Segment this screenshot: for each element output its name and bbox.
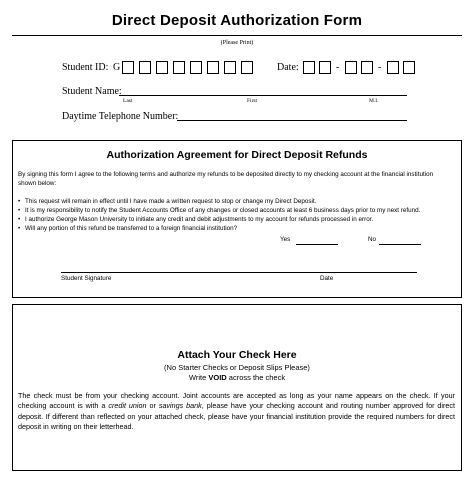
header-divider	[12, 35, 462, 36]
foreign-no-field[interactable]	[379, 244, 421, 245]
student-id-digit-box[interactable]	[224, 61, 236, 74]
middle-initial-caption: M.I.	[369, 98, 379, 104]
date-month-box[interactable]	[319, 61, 331, 74]
date-day-box[interactable]	[361, 61, 373, 74]
signature-line[interactable]	[61, 272, 417, 273]
date-year-box[interactable]	[387, 61, 399, 74]
date-separator: -	[378, 62, 382, 73]
date-month-box[interactable]	[303, 61, 315, 74]
first-name-caption: First	[247, 98, 258, 104]
foreign-no-label: No	[368, 236, 377, 243]
please-print-note: (Please Print)	[220, 40, 254, 46]
signature-caption: Student Signature	[61, 275, 112, 282]
student-id-digit-box[interactable]	[207, 61, 219, 74]
agreement-terms-list	[18, 197, 453, 233]
foreign-yes-label: Yes	[280, 236, 291, 243]
last-name-caption: Last	[123, 98, 133, 104]
authorization-agreement-section	[12, 140, 462, 298]
agreement-term: • Will any portion of this refund be transferred to a foreign financial institution?	[18, 224, 453, 233]
phone-field[interactable]	[177, 120, 407, 121]
void-emphasis: VOID	[208, 373, 227, 382]
date-day-box[interactable]	[345, 61, 357, 74]
foreign-yes-field[interactable]	[296, 244, 338, 245]
student-name-field[interactable]	[119, 95, 407, 96]
no-starter-checks-note: (No Starter Checks or Deposit Slips Please)	[164, 363, 310, 372]
write-void-note: Write VOID across the check	[188, 373, 286, 382]
student-id-label: Student ID:	[62, 62, 109, 73]
student-id-digit-box[interactable]	[241, 61, 253, 74]
check-instructions: The check must be from your checking account. Joint accounts are accepted as long as your name appears on the check. If your checking account is with a credit union or savings bank, please have your checking account and routing number approved for direct deposit. If different than reflected on your attached check, please have your financial institution provide the required numbers for direct deposit in writing on their letterhead.	[18, 391, 456, 432]
agreement-term: • I authorize George Mason University to initiate any credit and debit adjustments to my account for refunds processed in error.	[18, 215, 453, 224]
date-label: Date:	[277, 62, 299, 73]
signature-date-caption: Date	[320, 275, 334, 282]
student-id-digit-box[interactable]	[122, 61, 134, 74]
student-id-digit-box[interactable]	[173, 61, 185, 74]
form-title: Direct Deposit Authorization Form	[111, 12, 363, 29]
agreement-intro: By signing this form I agree to the following terms and authorize my refunds to be deposited directly to my checking account at the financial institution shown below:	[18, 171, 434, 187]
agreement-title: Authorization Agreement for Direct Deposit Refunds	[106, 149, 368, 161]
attach-check-title: Attach Your Check Here	[177, 349, 297, 361]
phone-label: Daytime Telephone Number:	[62, 111, 179, 122]
student-id-digit-box[interactable]	[156, 61, 168, 74]
attach-check-section	[12, 304, 462, 471]
agreement-term: • It is my responsibility to notify the Student Accounts Office of any changes or closed accounts at least 6 business days prior to my next refund.	[18, 206, 453, 215]
agreement-term: • This request will remain in effect until I have made a written request to stop or change my Direct Deposit.	[18, 197, 453, 206]
date-year-box[interactable]	[403, 61, 415, 74]
student-id-digit-box[interactable]	[190, 61, 202, 74]
date-separator: -	[336, 62, 340, 73]
student-id-prefix: G	[113, 62, 121, 73]
student-name-label: Student Name:	[62, 86, 122, 97]
student-id-digit-box[interactable]	[139, 61, 151, 74]
